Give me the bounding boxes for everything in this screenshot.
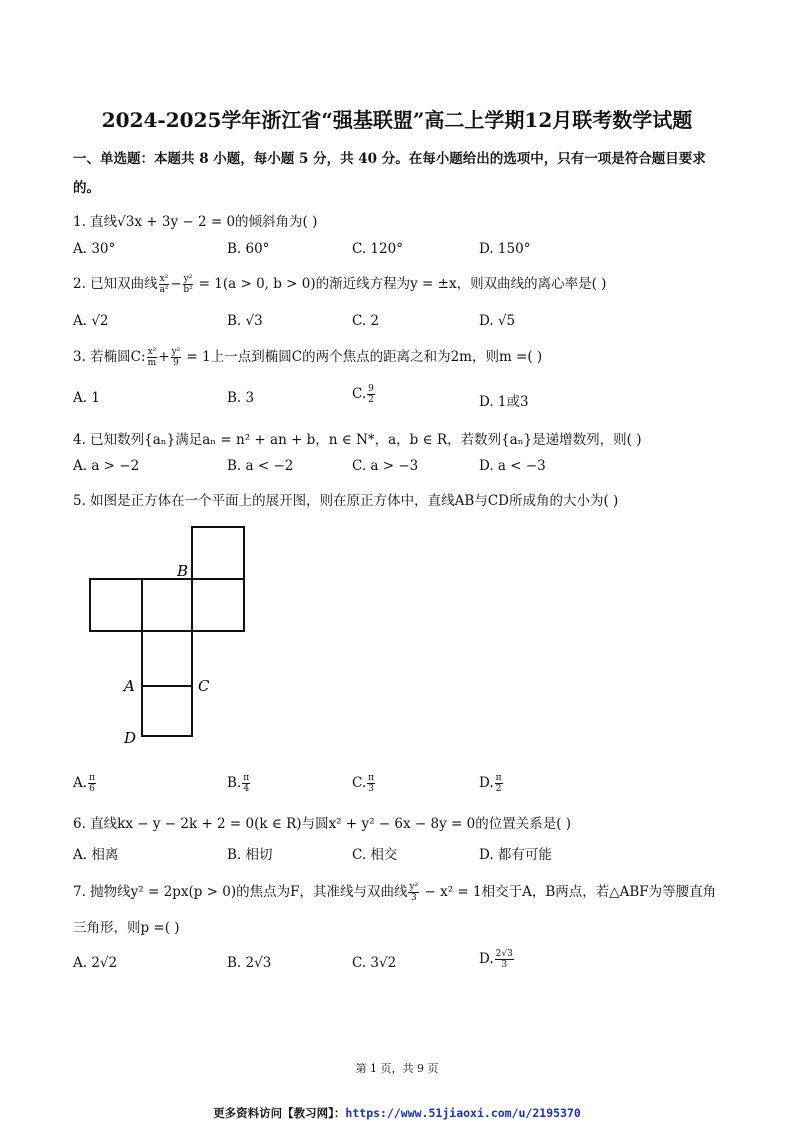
fraction: $\frac{\text{y²}}{\text{b²}}$ bbox=[183, 274, 193, 295]
q4-option-b: B. a < −2 bbox=[227, 458, 294, 474]
cube-net-figure bbox=[80, 520, 260, 750]
fraction: $\frac{2√3}{3}$ bbox=[495, 949, 513, 970]
q3-option-c: C. $\frac{9}{2}$ bbox=[352, 384, 374, 405]
fraction: $\frac{\pi}{2}$ bbox=[495, 773, 502, 794]
q6-option-d: D. 都有可能 bbox=[479, 847, 552, 863]
label-D: D bbox=[124, 729, 137, 747]
fraction: $\frac{\text{x²}}{m}$ bbox=[147, 347, 157, 368]
net-square-right bbox=[192, 579, 244, 631]
net-square-left bbox=[90, 579, 142, 631]
net-square-center bbox=[142, 579, 192, 631]
label-B: B bbox=[177, 562, 189, 580]
q7-option-d: D. $\frac{2√3}{3}$ bbox=[479, 949, 513, 970]
section-instructions-cont: 的。 bbox=[73, 180, 100, 196]
net-square-lower2 bbox=[142, 686, 192, 736]
q7-option-c: C. 3√2 bbox=[352, 955, 397, 971]
question-6-stem: 6. 直线kx − y − 2k + 2 = 0(k ∈ R)与圆x² + y² − 6x − 8y = 0的位置关系是( ) bbox=[73, 816, 572, 832]
footer-url[interactable]: https://www.51jiaoxi.com/u/2195370 bbox=[345, 1106, 581, 1120]
q6-option-b: B. 相切 bbox=[227, 847, 273, 863]
q6-option-a: A. 相离 bbox=[73, 847, 119, 863]
page-number: 第 1 页，共 9 页 bbox=[355, 1062, 439, 1075]
exam-title: 2024-2025学年浙江省“强基联盟”高二上学期12月联考数学试题 bbox=[101, 108, 693, 132]
q1-option-c: C. 120° bbox=[352, 241, 403, 257]
q4-option-d: D. a < −3 bbox=[479, 458, 546, 474]
question-7-stem: 7. 抛物线y² = 2px(p > 0)的焦点为F，其准线与双曲线 $\frac{\text{y²}}{3}$ − x² = 1相交于A，B两点，若△ABF为等腰直角 bbox=[73, 882, 717, 903]
q2-option-a: A. √2 bbox=[73, 313, 109, 329]
fraction: $\frac{9}{2}$ bbox=[368, 384, 374, 405]
fraction: $\frac{\text{y²}}{9}$ bbox=[171, 347, 181, 368]
q5-option-a: A. $\frac{\pi}{6}$ bbox=[73, 773, 95, 794]
question-4-stem: 4. 已知数列{aₙ}满足aₙ = n² + an + b，n ∈ N*，a，b ∈ R，若数列{aₙ}是递增数列，则( ) bbox=[73, 432, 642, 448]
net-square-lower1 bbox=[142, 631, 192, 686]
q2-option-d: D. √5 bbox=[479, 313, 516, 329]
net-square-top bbox=[192, 527, 244, 579]
fraction: $\frac{\pi}{3}$ bbox=[368, 773, 375, 794]
fraction: $\frac{\pi}{4}$ bbox=[243, 773, 250, 794]
question-5-stem: 5. 如图是正方体在一个平面上的展开图，则在原正方体中，直线AB与CD所成角的大小为( ) bbox=[73, 493, 619, 509]
question-1-stem: 1. 直线√3x + 3y − 2 = 0的倾斜角为( ) bbox=[73, 214, 318, 230]
fraction: $\frac{\pi}{6}$ bbox=[89, 773, 95, 794]
q1-option-a: A. 30° bbox=[73, 241, 116, 257]
q5-option-b: B. $\frac{\pi}{4}$ bbox=[227, 773, 250, 794]
fraction: $\frac{\text{x²}}{\text{a²}}$ bbox=[159, 274, 169, 295]
label-A: A bbox=[124, 677, 135, 695]
q3-option-a: A. 1 bbox=[73, 390, 100, 406]
q7-option-b: B. 2√3 bbox=[227, 955, 272, 971]
question-2-stem: 2. 已知双曲线 $\frac{\text{x²}}{\text{a²}}$ − $\frac{\text{y²}}{\text{b²}}$ = 1(a > 0, b > 0)的渐近线方程为y = ±x，则双曲线的离心率是( ) bbox=[73, 274, 607, 295]
q4-option-a: A. a > −2 bbox=[73, 458, 140, 474]
q5-option-c: C. $\frac{\pi}{3}$ bbox=[352, 773, 375, 794]
q1-option-d: D. 150° bbox=[479, 241, 531, 257]
q2-option-b: B. √3 bbox=[227, 313, 263, 329]
question-7-stem-cont: 三角形，则p =( ) bbox=[73, 920, 180, 936]
footer-link[interactable] bbox=[0, 1105, 794, 1121]
footer-prefix: 更多资料访问【教习网】： bbox=[213, 1106, 346, 1120]
q3-option-d: D. 1或3 bbox=[479, 394, 529, 410]
section-instructions: 一、单选题：本题共 8 小题，每小题 5 分，共 40 分。在每小题给出的选项中，只有一项是符合题目要求 bbox=[73, 151, 706, 167]
q1-option-b: B. 60° bbox=[227, 241, 270, 257]
fraction: $\frac{\text{y²}}{3}$ bbox=[409, 882, 419, 903]
q7-option-a: A. 2√2 bbox=[73, 955, 118, 971]
question-3-stem: 3. 若椭圆C: $\frac{\text{x²}}{m}$ + $\frac{\text{y²}}{9}$ = 1上一点到椭圆C的两个焦点的距离之和为2m，则m =( ) bbox=[73, 347, 543, 368]
q6-option-c: C. 相交 bbox=[352, 847, 398, 863]
q3-option-b: B. 3 bbox=[227, 390, 255, 406]
q2-option-c: C. 2 bbox=[352, 313, 380, 329]
q5-option-d: D. $\frac{\pi}{2}$ bbox=[479, 773, 502, 794]
label-C: C bbox=[198, 677, 210, 695]
q4-option-c: C. a > −3 bbox=[352, 458, 419, 474]
